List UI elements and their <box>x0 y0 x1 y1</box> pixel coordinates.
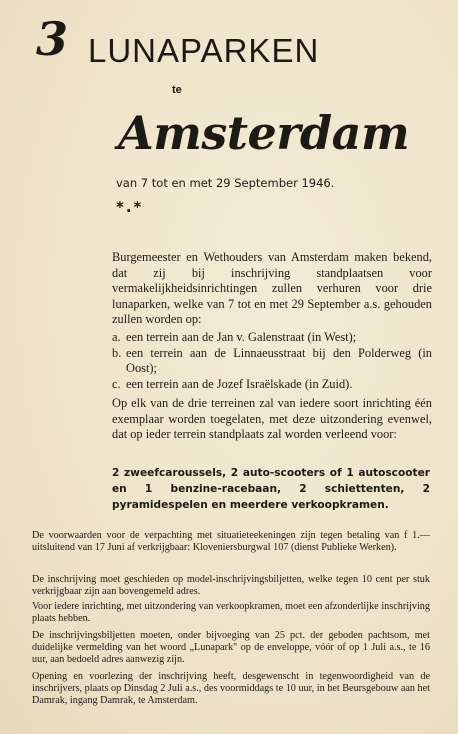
list-item <box>112 346 432 377</box>
title-city: Amsterdam <box>118 106 410 160</box>
condition-paragraph: De inschrijvingsbiljetten moeten, onder bijvoeging van 25 pct. der geboden pachtsom, met duidelijke vermelding van het woord „Lunapark" op de enveloppe, vóór of op 1 Juli a.s., te 16 uur, aan bedoeld adres aanwezig zijn. <box>32 630 430 666</box>
list-text: een terrein aan de Jan v. Galenstraat (in West); <box>126 330 357 344</box>
terrain-list <box>112 330 432 392</box>
list-marker: b. <box>112 345 122 360</box>
attractions-list: 2 zweefcaroussels, 2 auto-scooters of 1 autoscooter en 1 benzine-racebaan, 2 schiettenten, 2 pyramidespelen en meerdere verkoopkramen. <box>112 467 430 511</box>
list-text: een terrein aan de Linnaeusstraat bij den Polderweg (in Oost); <box>126 345 432 376</box>
intro-paragraph: Burgemeester en Wethouders van Amsterdam maken bekend, dat zij bij inschrijving standplaatsen voor vermakelijkheidsinrichtingen zullen verhuren voor drie lunaparken, welke van 7 tot en met 29 September a.s. gehouden zullen worden op: <box>112 250 432 327</box>
asterism-ornament: *.* <box>116 198 144 216</box>
list-text: een terrein aan de Jozef Israëlskade (in Zuid). <box>126 376 353 391</box>
condition-paragraph: Opening en voorlezing der inschrijving heeft, desgewenscht in tegenwoordigheid van de inschrijvers, plaats op Dinsdag 2 Juli a.s., des voormiddags te 10 uur, in het Beursgebouw aan het Damrak, ingang Damrak, te Amsterdam. <box>32 671 430 707</box>
condition-paragraph: De inschrijving moet geschieden op model-inschrijvingsbiljetten, welke tegen 10 cent per stuk verkrijgbaar zijn aan bovengemeld adres. <box>32 574 430 598</box>
list-item <box>112 330 432 346</box>
title-number: 3 <box>36 12 69 66</box>
rules-paragraph: Op elk van de drie terreinen zal van iedere soort inrichting één exemplaar worden toegelaten, met deze uitzondering evenwel, dat op ieder terrein standplaats zal worden verleend voor: <box>112 396 432 442</box>
event-dates: van 7 tot en met 29 September 1946. <box>116 176 335 190</box>
list-marker: c. <box>112 376 121 391</box>
condition-paragraph: De voorwaarden voor de verpachting met situatieteekeningen zijn tegen betaling van f 1.— uitsluitend van 17 Juni af verkrijgbaar: Kloveniersburgwal 107 (dienst Publieke Werken). <box>32 530 430 554</box>
title-te: te <box>172 84 182 96</box>
title-lunaparken: LUNAPARKEN <box>88 32 320 69</box>
list-item <box>112 377 432 393</box>
condition-paragraph: Voor iedere inrichting, met uitzondering van verkoopkramen, moet een afzonderlijke inschrijving plaats hebben. <box>32 601 430 625</box>
list-marker: a. <box>112 330 121 344</box>
